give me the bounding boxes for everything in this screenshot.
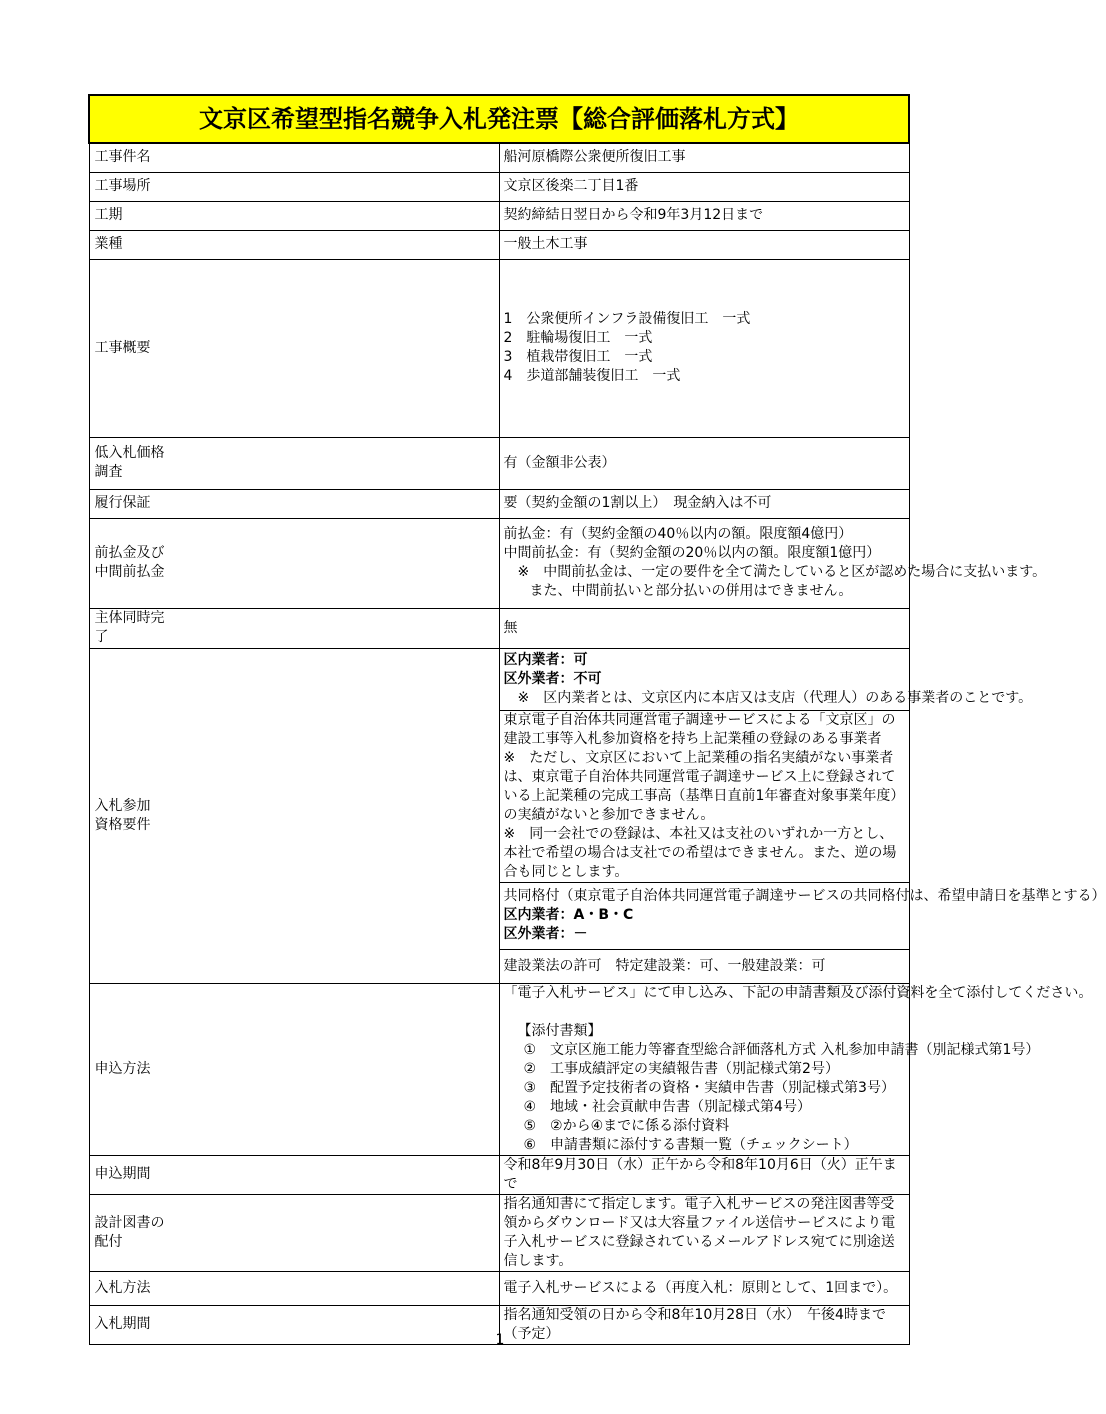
label-maebarai xyxy=(89,518,499,608)
label-line: 前払金及び xyxy=(94,545,165,561)
moushikomi-doc: ③ 配置予定技術者の資格・実績申告書（別記様式第3号） xyxy=(523,1079,895,1096)
maebarai-line: 中間前払金：有（契約金額の20％以内の額。限度額1億円） xyxy=(503,545,881,561)
shikaku-note: ※ ただし、文京区において上記業種の指名実績がない事業者は、東京電子自治体共同運営電子調達サービス上に登録されている上記業種の完成工事高（基準日直前1年審査対象事業年度）の実績がないと参加できません。 xyxy=(503,749,905,823)
moushikomi-doc: ⑥ 申請書類に添付する書類一覧（チェックシート） xyxy=(523,1136,858,1153)
label-line: 資格要件 xyxy=(94,816,151,833)
value-nyusatsu-hoho: 電子入札サービスによる（再度入札：原則として、1回まで）。 xyxy=(499,1271,909,1305)
label-nyusatsu-kikan: 入札期間 xyxy=(89,1305,499,1344)
value-rikou-hosho: 要（契約金額の1割以上） 現金納入は不可 xyxy=(499,489,909,518)
value-sanka-kakuzuke xyxy=(499,882,1106,949)
value-koki: 契約締結日翌日から令和9年3月12日まで xyxy=(499,201,909,230)
shikaku-note: ※ 同一会社での登録は、本社又は支社のいずれか一方とし、本社で希望の場合は支社での希望はできません。また、逆の場合も同じとします。 xyxy=(503,825,897,880)
moushikomi-intro: 「電子入札サービス」にて申し込み、下記の申請書類及び添付資料を全て添付してください。 xyxy=(503,984,1093,1001)
label-line: 了 xyxy=(94,629,109,645)
maebarai-note: ※ 中間前払金は、一定の要件を全て満たしていると区が認めた場合に支払います。 xyxy=(517,564,1047,580)
maebarai-note: また、中間前払いと部分払いの併用はできません。 xyxy=(529,583,853,599)
value-koji-basho: 文京区後楽二丁目1番 xyxy=(499,172,909,201)
value-teinyusatsu: 有（金額非公表） xyxy=(499,437,909,489)
label-koji-kenmei: 工事件名 xyxy=(89,143,499,172)
moushikomi-heading: 【添付書類】 xyxy=(517,1022,602,1039)
value-sanka-area xyxy=(499,648,1033,710)
label-rikou-hosho: 履行保証 xyxy=(89,489,499,518)
order-sheet-table xyxy=(88,94,1106,1345)
label-line: 調査 xyxy=(94,464,123,480)
gaiyo-item: 2 駐輪場復旧工 一式 xyxy=(503,330,653,346)
label-teinyusatsu xyxy=(89,437,499,489)
kunai-note: ※ 区内業者とは、文京区内に本店又は支店（代理人）のある事業者のことです。 xyxy=(517,689,1033,706)
value-nyusatsu-kikan: 指名通知受領の日から令和8年10月28日（水） 午後4時まで（予定） xyxy=(499,1305,909,1344)
label-line: 配付 xyxy=(94,1233,123,1250)
label-line: 低入札価格 xyxy=(94,445,165,461)
value-sanka-shikaku xyxy=(499,710,909,882)
gaiyo-item: 4 歩道部舗装復旧工 一式 xyxy=(503,368,681,384)
label-gyoshu: 業種 xyxy=(89,230,499,259)
label-moushikomi-kikan: 申込期間 xyxy=(89,1155,499,1194)
moushikomi-doc: ⑤ ②から④までに係る添付資料 xyxy=(523,1117,730,1134)
kakuzuke-kunai: 区内業者：A・B・C xyxy=(503,907,634,923)
label-nyusatsu-hoho: 入札方法 xyxy=(89,1271,499,1305)
label-gaiyo: 工事概要 xyxy=(89,259,499,437)
value-maebarai xyxy=(499,518,1047,608)
value-moushikomi xyxy=(499,983,1093,1155)
value-shutai: 無 xyxy=(499,608,909,648)
gaiyo-item: 3 植栽帯復旧工 一式 xyxy=(503,349,653,365)
gaiyo-item: 1 公衆便所インフラ設備復旧工 一式 xyxy=(503,311,751,327)
value-sanka-kyoka: 建設業法の許可 特定建設業：可、一般建設業：可 xyxy=(499,949,909,983)
value-gyoshu: 一般土木工事 xyxy=(499,230,909,259)
kunai-line: 区内業者：可 xyxy=(503,651,588,668)
label-line: 主体同時完 xyxy=(94,610,165,626)
label-line: 設計図書の xyxy=(94,1214,165,1231)
page-title: 文京区希望型指名競争入札発注票【総合評価落札方式】 xyxy=(89,95,909,143)
moushikomi-doc: ④ 地域・社会貢献申告書（別記様式第4号） xyxy=(523,1098,811,1115)
page-number: 1 xyxy=(495,1332,505,1348)
shikaku-text: 東京電子自治体共同運営電子調達サービスによる「文京区」の建設工事等入札参加資格を持ち上記業種の登録のある事業者 xyxy=(503,711,896,747)
value-gaiyo xyxy=(499,259,909,437)
label-moushikomi: 申込方法 xyxy=(89,983,499,1155)
label-shutai xyxy=(89,608,499,648)
moushikomi-doc: ② 工事成績評定の実績報告書（別記様式第2号） xyxy=(523,1060,839,1077)
maebarai-line: 前払金：有（契約金額の40％以内の額。限度額4億円） xyxy=(503,526,853,542)
label-line: 中間前払金 xyxy=(94,564,165,580)
value-koji-kenmei: 船河原橋際公衆便所復旧工事 xyxy=(499,143,909,172)
label-koki: 工期 xyxy=(89,201,499,230)
value-moushikomi-kikan: 令和8年9月30日（水）正午から令和8年10月6日（火）正午まで xyxy=(499,1155,909,1194)
label-line: 入札参加 xyxy=(94,797,151,814)
kugai-line: 区外業者：不可 xyxy=(503,670,602,687)
kakuzuke-kugai: 区外業者：－ xyxy=(503,926,588,942)
moushikomi-doc: ① 文京区施工能力等審査型総合評価落札方式 入札参加申請書（別記様式第1号） xyxy=(523,1041,1040,1058)
kakuzuke-text: 共同格付（東京電子自治体共同運営電子調達サービスの共同格付は、希望申請日を基準とする） xyxy=(503,888,1106,904)
label-sanka xyxy=(89,648,499,983)
spacer xyxy=(504,1003,905,1022)
label-koji-basho: 工事場所 xyxy=(89,172,499,201)
value-sekkei: 指名通知書にて指定します。電子入札サービスの発注図書等受領からダウンロード又は大容量ファイル送信サービスにより電子入札サービスに登録されているメールアドレス宛てに別途送信します。 xyxy=(499,1194,909,1271)
label-sekkei xyxy=(89,1194,499,1271)
